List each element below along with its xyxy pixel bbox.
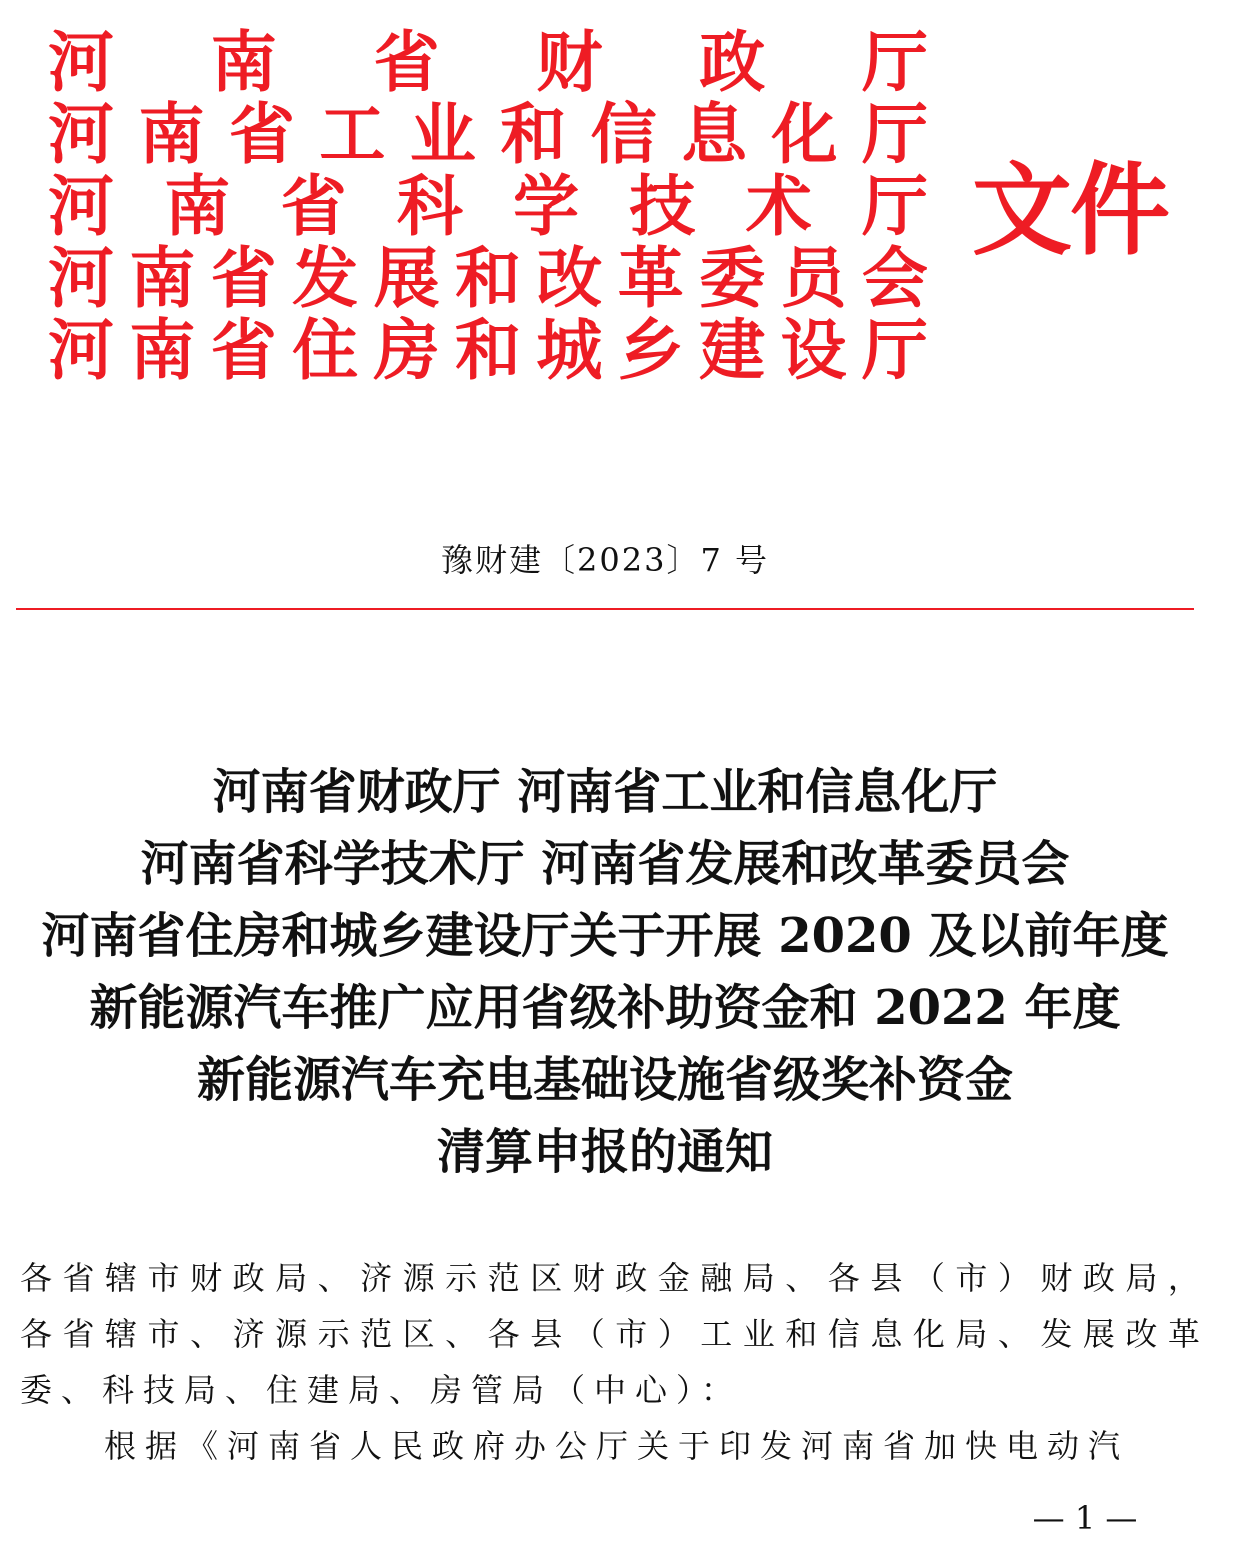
title-line: 新能源汽车推广应用省级补助资金和 2022 年度 [89,980,1121,1036]
title-line: 河南省住房和城乡建设厅关于开展 2020 及以前年度 [41,908,1169,964]
body-line: 委、科技局、住建局、房管局（中心）： [20,1371,743,1409]
issuing-agencies [48,23,928,389]
title-line: 河南省科学技术厅 河南省发展和改革委员会 [140,836,1070,892]
red-divider-line [16,608,1194,610]
body-line: 各 省 辖 市 财 政 局 、 济 源 示 范 区 财 政 金 融 局 、 各 县 （ 市 ） 财 政 局 ， [20,1259,1200,1297]
body-line: 各 省 辖 市 、 济 源 示 范 区 、 各 县 （ 市 ） 工 业 和 信 息 化 局 、 发 展 改 革 [20,1315,1200,1353]
document-number: 豫财建〔2023〕7 号 [441,541,769,579]
body-line: 根据《河南省人民政府办公厅关于印发河南省加快电动汽 [104,1427,1130,1465]
title-line: 新能源汽车充电基础设施省级奖补资金 [196,1052,1013,1108]
notice-body [20,1250,1200,1474]
issuer-line: 河 南 省 住 房 和 城 乡 建 设 厅 [48,311,928,389]
document-label: 文件 [972,151,1168,269]
notice-title [0,756,1210,1188]
issuer-line: 河 南 省 工 业 和 信 息 化 厅 [48,95,928,173]
issuer-line: 河 南 省 发 展 和 改 革 委 员 会 [48,239,928,317]
title-line: 清算申报的通知 [436,1124,773,1180]
issuer-line: 河 南 省 科 学 技 术 厅 [48,167,928,245]
page-number: — 1 — [1032,1499,1138,1537]
title-line: 河南省财政厅 河南省工业和信息化厅 [212,764,998,820]
issuer-line: 河 南 省 财 政 厅 [48,23,928,101]
